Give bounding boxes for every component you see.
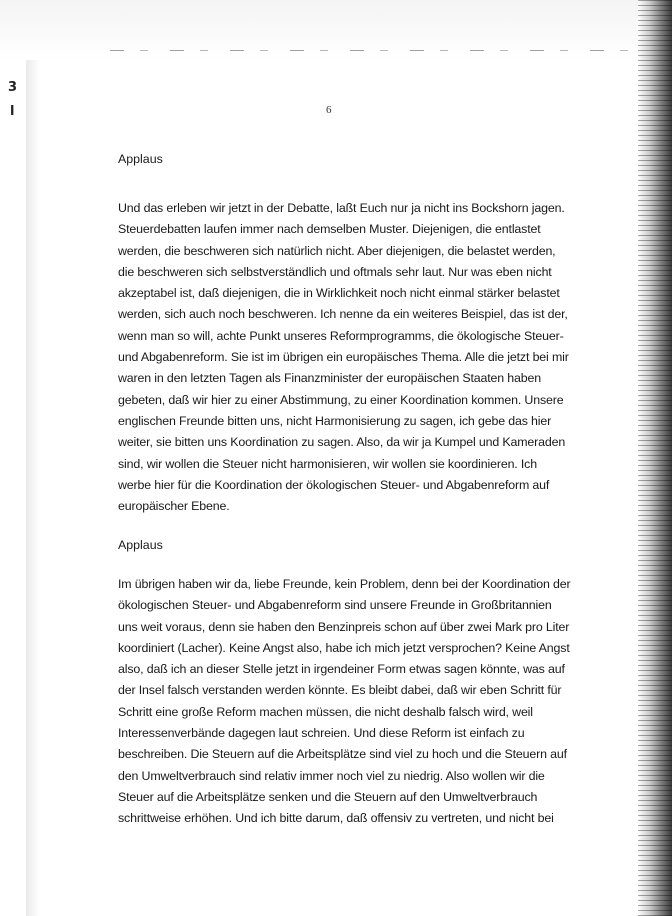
- text-line: uns weit voraus, denn sie haben den Benzinpreis schon auf über zwei Mark pro Liter: [118, 619, 570, 634]
- page-left-edge: [26, 60, 40, 916]
- text-line: den Umweltverbrauch sind relativ immer noch viel zu niedrig. Also wollen wir die: [118, 768, 545, 783]
- scan-right-shadow: [638, 0, 672, 916]
- text-line: waren in den letzten Tagen als Finanzminister der europäischen Staaten haben: [118, 371, 542, 386]
- text-line: akzeptabel ist, daß diejenigen, die in Wirklichkeit noch nicht einmal stärker belastet: [118, 286, 560, 301]
- text-line: englischen Freunde bitten uns, nicht Harmonisierung zu sagen, ich gebe das hier: [118, 413, 552, 428]
- text-line: Steuerdebatten laufen immer nach demselben Muster. Diejenigen, die entlastet: [118, 222, 541, 237]
- text-line: Und das erleben wir jetzt in der Debatte, laßt Euch nur ja nicht ins Bockshorn jagen.: [118, 201, 565, 215]
- text-line: der Insel falsch verstanden werden könnte. Es bleibt dabei, daß wir eben Schritt für: [118, 683, 562, 698]
- text-line: schrittweise erhöhen. Und ich bitte darum, daß offensiv zu vertreten, und nicht bei: [118, 811, 554, 826]
- text-line: werden, die beschweren sich natürlich nicht. Aber diejenigen, die belastet werden,: [118, 243, 556, 258]
- text-line: sind, wir wollen die Steuer nicht harmonisieren, wir wollen sie koordinieren. Ich: [118, 456, 537, 471]
- applause-note: Applaus: [118, 152, 163, 166]
- body-paragraph: [118, 574, 571, 830]
- scan-top-edge: [0, 0, 672, 60]
- text-line: Interessenverbände dagegen laut schreien. Und diese Reform ist einfach zu: [118, 726, 525, 741]
- text-line: koordiniert (Lacher). Keine Angst also, habe ich mich jetzt versprochen? Keine Angst: [118, 640, 570, 655]
- text-line: die beschweren sich selbstverständlich und oftmals sehr laut. Nur was eben nicht: [118, 264, 552, 279]
- text-line: Im übrigen haben wir da, liebe Freunde, kein Problem, denn bei der Koordination der: [118, 577, 571, 591]
- text-line: europäischer Ebene.: [118, 499, 230, 514]
- applause-note: Applaus: [118, 538, 163, 552]
- text-line: Schritt eine große Reform machen müssen, die nicht deshalb falsch wird, weil: [118, 704, 533, 719]
- text-line: Steuer auf die Arbeitsplätze senken und die Steuern auf den Umweltverbrauch: [118, 789, 538, 804]
- scan-artifact-rule: [110, 50, 630, 51]
- body-paragraph: [118, 198, 569, 517]
- text-line: weiter, sie bitten uns Koordination zu sagen. Also, da wir ja Kumpel und Kameraden: [118, 435, 566, 450]
- text-line: werden, sich auch noch beschweren. Ich nenne da ein weiteres Beispiel, das ist der,: [118, 307, 568, 322]
- text-line: werbe hier für die Koordination der ökologischen Steuer- und Abgabenreform auf: [118, 477, 550, 492]
- text-line: und Abgabenreform. Sie ist im übrigen ein europäisches Thema. Alle die jetzt bei mir: [118, 350, 569, 365]
- text-line: beschreiben. Die Steuern auf die Arbeitsplätze sind viel zu hoch und die Steuern auf: [118, 747, 567, 762]
- text-line: also, daß ich an dieser Stelle jetzt in irgendeiner Form etwas sagen könnte, was auf: [118, 662, 565, 677]
- text-line: gebeten, daß wir hier zu einer Abstimmung, zu einer Koordination kommen. Unsere: [118, 392, 564, 407]
- margin-mark: 3: [8, 80, 18, 95]
- text-line: wenn man so will, achte Punkt unseres Reformprogramms, die ökologische Steuer-: [118, 328, 564, 343]
- margin-mark: l: [10, 104, 15, 119]
- text-line: ökologischen Steuer- und Abgabenreform sind unsere Freunde in Großbritannien: [118, 598, 552, 613]
- page-number: 6: [326, 104, 332, 116]
